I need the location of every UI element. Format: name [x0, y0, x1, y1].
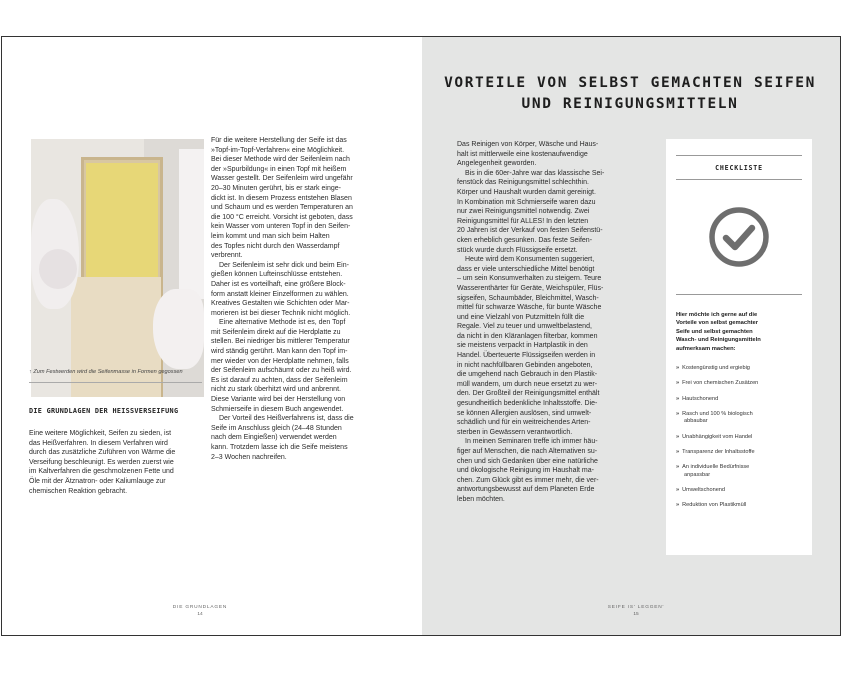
- text-line: verbrennt.: [211, 252, 243, 260]
- text-line: sterben in Gewässern verantwortlich.: [457, 428, 573, 436]
- text-line: form anstatt kleiner Einzelformen zu wählen.: [211, 290, 349, 298]
- checklist-item-label: An individuelle Bedürfnisse: [682, 464, 750, 471]
- text-line: antwortungsbewusst auf dem Planeten Erde: [457, 486, 595, 494]
- text-line: chen und sich Gedanken über eine natürliche: [457, 457, 598, 465]
- text-line: gießen können Lufteinschlüsse entstehen.: [211, 271, 343, 279]
- text-line: mittel für schwarze Wäsche, für bunte Wäsche: [457, 304, 602, 312]
- text-line: chemischen Reaktion gebracht.: [29, 487, 128, 495]
- checklist-rule-top: [676, 155, 802, 156]
- soap-mold-photo: [31, 139, 204, 397]
- text-line: Seife im Anschluss gleich (24–48 Stunden: [211, 424, 342, 432]
- checklist-item-continuation: abbaubar: [684, 418, 708, 425]
- text-line: Körper und Haushalt wurden damit gereinigt.: [457, 188, 596, 196]
- text-line: fenstück das Reinigungsmittel schlechthin.: [457, 179, 589, 187]
- checklist-item-label: Frei von chemischen Zusätzen: [682, 380, 759, 387]
- chevron-bullet-icon: »: [676, 487, 680, 494]
- checklist-item: [676, 464, 806, 479]
- chevron-bullet-icon: »: [676, 502, 680, 509]
- text-line: halt ist mittlerweile eine kostenaufwendige: [457, 150, 588, 158]
- checklist-item-continuation: anpassbar: [684, 471, 711, 478]
- text-line: Wasserenthärter für Geräte, Weichspüler, Flüs-: [457, 284, 604, 292]
- text-line: schädlich und für ein weitreichendes Arten-: [457, 419, 591, 427]
- checklist-item: [676, 434, 806, 442]
- section-heading: DIE GRUNDLAGEN DER HEISSVERSEIFUNG: [29, 407, 179, 415]
- text-line: leben möchten.: [457, 495, 505, 503]
- text-line: stück wurde durch Flüssigseife ersetzt.: [457, 246, 578, 254]
- text-line: dickt ist. In diesem Prozess entstehen Blasen: [211, 194, 352, 202]
- text-line: stellen. Bei niedriger bis mittlerer Temperatur: [211, 338, 350, 346]
- text-line: Heute wird dem Konsumenten suggeriert,: [465, 256, 595, 264]
- text-line: Es ist darauf zu achten, dass der Seifenleim: [211, 376, 348, 384]
- text-line: der »Spurbildung« in einen Topf mit heißem: [211, 165, 347, 173]
- text-line: Bei dieser Methode wird der Seifenleim nach: [211, 156, 350, 164]
- text-line: dass er viele unterschiedliche Mittel benötigt: [457, 265, 595, 273]
- right-body-text: [457, 140, 604, 505]
- text-line: der Seifenleim aufschäumt oder zu heiß wird.: [211, 367, 352, 375]
- text-line: die 100 °C erreicht. Vorsicht ist geboten, dass: [211, 213, 353, 221]
- text-line: Wasser gestellt. Der Seifenleim wird ungefähr: [211, 175, 353, 183]
- chevron-bullet-icon: »: [676, 464, 680, 471]
- checklist-item-label: Umweltschonend: [682, 487, 726, 494]
- text-line: sigseifen, Schaumbäder, Bleichmittel, Wasch-: [457, 294, 599, 302]
- text-line: Bis in die 60er-Jahre war das klassische Sei-: [465, 169, 605, 177]
- text-line: nur zwei Reinigungsmittel notwendig. Zwei: [457, 208, 590, 216]
- checklist-item-label: Rasch und 100 % biologisch: [682, 410, 753, 417]
- text-line: mit Seifenleim direkt auf die Herdplatte zu: [211, 328, 341, 336]
- text-line: Verseifung beschleunigt. Es werden zuerst wie: [29, 458, 174, 466]
- checklist-item: [676, 487, 806, 495]
- text-line: müll wandern, um durch neue ersetzt zu wer-: [457, 380, 598, 388]
- text-line: aufmerksam machen:: [676, 345, 736, 352]
- caption-divider: [29, 382, 202, 383]
- checklist-item-label: Transparenz der Inhaltsstoffe: [682, 449, 755, 455]
- left-column-text: [211, 136, 354, 462]
- checklist-item: [676, 380, 806, 388]
- text-line: Regale. Viel zu teuer und umweltbelastend,: [457, 323, 592, 331]
- text-line: da nicht in den Kläranlagen filterbar, kommen: [457, 332, 598, 340]
- text-line: In Kombination mit Schmierseife waren dazu: [457, 198, 596, 206]
- right-page-number: 15: [633, 612, 639, 617]
- text-line: des Topfes nicht durch den Wasserdampf: [211, 242, 340, 250]
- text-line: leim kommt und man sich beim Halten: [211, 232, 330, 240]
- chevron-bullet-icon: »: [676, 395, 680, 402]
- chevron-bullet-icon: »: [676, 410, 680, 417]
- text-line: chen. Zum Glück gibt es immer mehr, die ver-: [457, 476, 599, 484]
- text-line: Eine alternative Methode ist es, den Topf: [219, 319, 346, 327]
- right-footer-label: SEIFE IS' LEGGEN': [607, 605, 665, 610]
- chevron-bullet-icon: »: [676, 380, 680, 387]
- text-line: den. Der Großteil der Reinigungsmittel enthält: [457, 390, 600, 398]
- checklist-item: [676, 396, 806, 404]
- intro-paragraph: [29, 429, 175, 496]
- text-line: wird ständig gerührt. Man kann den Topf im-: [211, 348, 348, 356]
- text-line: mer wieder von der Herdplatte nehmen, falls: [211, 357, 349, 365]
- checklist-box: [666, 139, 812, 555]
- text-line: Vorteile von selbst gemachter: [676, 320, 759, 327]
- left-footer: [150, 605, 250, 617]
- checklist-item-label: Hautschonend: [682, 395, 719, 402]
- checklist-item: [676, 449, 806, 457]
- text-line: Diese Variante wird bei der Herstellung von: [211, 396, 346, 404]
- text-line: Wasch- und Reinigungsmitteln: [676, 337, 761, 344]
- text-line: Das Reinigen von Körper, Wäsche und Haus-: [457, 141, 599, 148]
- text-line: das Heißverfahren. In diesem Verfahren wird: [29, 439, 168, 447]
- text-line: Seife und selbst gemachten: [676, 328, 753, 335]
- text-line: nach dem Eingießen) verwendet werden: [211, 434, 337, 442]
- checklist-intro: [676, 311, 806, 353]
- title-line-1: VORTEILE VON SELBST GEMACHTEN SEIFEN: [444, 75, 816, 91]
- text-line: gesundheitlich bedenkliche Inhaltsstoffe. Die-: [457, 400, 598, 408]
- checklist-item-label: Unabhängigkeit vom Handel: [682, 433, 753, 440]
- text-line: nicht zu stark überhitzt wird und anbrennt.: [211, 386, 341, 394]
- text-line: Öle mit der Ätznatron- oder Kaliumlauge zur: [29, 477, 166, 485]
- text-line: kann. Trotzdem lasse ich die Seife meistens: [211, 444, 348, 451]
- text-line: 20–30 Minuten gerührt, bis er stark einge-: [211, 184, 341, 192]
- checklist-items: [676, 365, 806, 518]
- text-line: im Kaltverfahren die geschmolzenen Fette und: [29, 468, 174, 476]
- text-line: Handel. Überteuerte Flüssigseifen werden in: [457, 352, 596, 360]
- left-page-number: 14: [197, 612, 203, 617]
- text-line: »Topf-im-Topf-Verfahren« eine Möglichkeit.: [211, 146, 345, 154]
- checklist-item: [676, 502, 806, 510]
- text-line: morieren ist bei dieser Technik nicht möglich.: [211, 309, 351, 317]
- chevron-bullet-icon: »: [676, 365, 680, 371]
- text-line: Der Vorteil des Heißverfahrens ist, dass die: [219, 415, 354, 423]
- text-line: Schmierseife in diesem Buch angewendet.: [211, 405, 344, 413]
- chevron-bullet-icon: »: [676, 449, 680, 455]
- text-line: Reinigungsmittel für ALLES! In den letzten: [457, 217, 589, 225]
- left-footer-label: DIE GRUNDLAGEN: [172, 605, 228, 610]
- checklist-rule-title: [676, 179, 802, 180]
- checklist-item: [676, 411, 806, 426]
- text-line: Eine weitere Möglichkeit, Seifen zu sieden, ist: [29, 430, 172, 437]
- text-line: Der Seifenleim ist sehr dick und beim Ein-: [219, 261, 349, 269]
- text-line: Hier möchte ich gerne auf die: [676, 312, 758, 318]
- checklist-item-label: Kostengünstig und ergiebig: [682, 365, 750, 371]
- text-line: kein Wasser vom unteren Topf in den Seifen-: [211, 223, 351, 231]
- title-line-2: UND REINIGUNGSMITTELN: [521, 96, 739, 112]
- text-line: durch das zusätzliche Zuführen von Wärme die: [29, 449, 176, 457]
- text-line: und eine Vielzahl von Putzmitteln füllt die: [457, 313, 585, 321]
- text-line: – um sein Konsumverhalten zu steigern. Teure: [457, 275, 602, 283]
- check-circle-icon: [707, 205, 771, 269]
- text-line: und Schaum und es werden Temperaturen an: [211, 204, 353, 212]
- text-line: sie meistens verpackt in Hartplastik in den: [457, 342, 588, 350]
- chevron-bullet-icon: »: [676, 433, 680, 440]
- text-line: 20 Jahren ist der Verkauf von festen Seifenstü-: [457, 227, 603, 235]
- right-footer: [586, 605, 686, 617]
- text-line: cken erheblich gesunken. Das feste Seifen-: [457, 236, 593, 244]
- checklist-title: CHECKLISTE: [715, 164, 763, 172]
- text-line: figer auf Menschen, die nach Alternativen su-: [457, 448, 598, 455]
- text-line: 2–3 Wochen nachreifen.: [211, 453, 287, 461]
- text-line: Daher ist es vorteilhaft, eine größere Block-: [211, 280, 346, 288]
- photo-caption: ↑ Zum Festwerden wird die Seifenmasse in Formen gegossen: [29, 369, 183, 375]
- text-line: die umgehend nach Gebrauch in den Plastik-: [457, 371, 598, 379]
- page-title: [420, 73, 840, 115]
- checklist-item-label: Reduktion von Plastikmüll: [682, 502, 747, 509]
- checklist-rule-mid: [676, 294, 802, 295]
- checklist-item: [676, 365, 806, 373]
- text-line: se können Allergien auslösen, sind umwelt-: [457, 409, 592, 417]
- text-line: Kreatives Gestalten wie Schichten oder Mar-: [211, 300, 350, 308]
- text-line: Angelegenheit geworden.: [457, 160, 537, 168]
- text-line: in nicht nachfüllbaren Gebinden angeboten,: [457, 361, 593, 369]
- text-line: und ökologische Reinigung im Haushalt ma-: [457, 467, 594, 475]
- text-line: Für die weitere Herstellung der Seife ist das: [211, 137, 347, 144]
- text-line: In meinen Seminaren treffe ich immer häu-: [465, 438, 598, 446]
